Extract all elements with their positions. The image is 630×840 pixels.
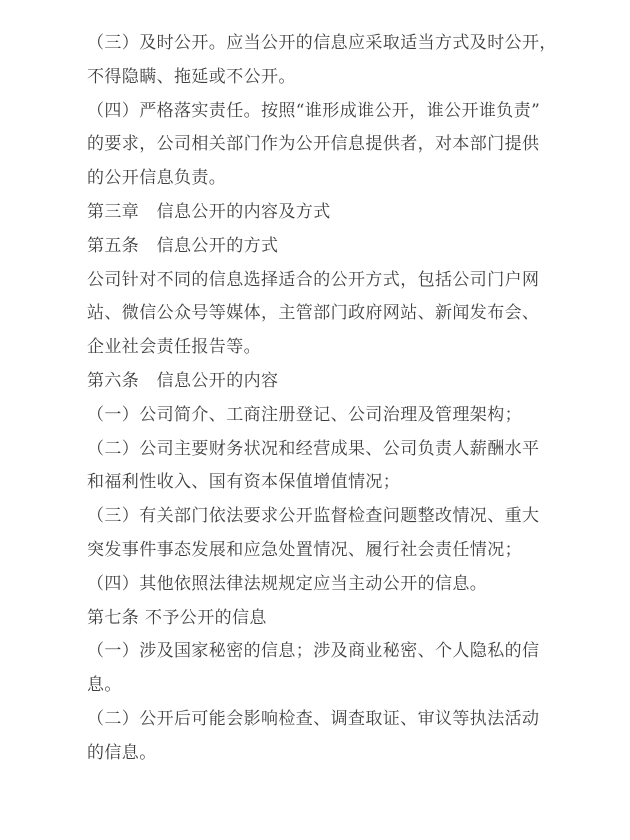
text-line: 息。 <box>87 675 122 696</box>
text-line: 第六条 信息公开的内容 <box>87 370 279 391</box>
text-line: 第三章 信息公开的内容及方式 <box>87 201 331 222</box>
text-line: 的要求，公司相关部门作为公开信息提供者，对本部门提供 <box>87 134 540 155</box>
document-body <box>87 27 557 771</box>
text-line: 第七条 不予公开的信息 <box>87 607 267 628</box>
text-line: （四）其他依照法律法规规定应当主动公开的信息。 <box>87 573 488 594</box>
text-line: （一）公司简介、工商注册登记、公司治理及管理架构； <box>87 404 522 425</box>
text-line: 企业社会责任报告等。 <box>87 337 261 358</box>
text-line: （二）公司主要财务状况和经营成果、公司负责人薪酬水平 <box>87 438 540 459</box>
text-line: 的信息。 <box>87 742 157 763</box>
text-line: 和福利性收入、国有资本保值增值情况； <box>87 472 401 493</box>
text-line: 第五条 信息公开的方式 <box>87 235 279 256</box>
text-line: （四）严格落实责任。按照“谁形成谁公开，谁公开谁负责” <box>87 100 541 121</box>
text-line: （一）涉及国家秘密的信息；涉及商业秘密、个人隐私的信 <box>87 641 540 662</box>
text-line: 公司针对不同的信息选择适合的公开方式，包括公司门户网 <box>87 269 540 290</box>
text-line: 不得隐瞒、拖延或不公开。 <box>87 66 296 87</box>
text-line: 站、微信公众号等媒体，主管部门政府网站、新闻发布会、 <box>87 303 540 324</box>
text-line: 的公开信息负责。 <box>87 168 227 189</box>
text-line: （二）公开后可能会影响检查、调查取证、审议等执法活动 <box>87 708 540 729</box>
text-line: （三）及时公开。应当公开的信息应采取适当方式及时公开， <box>87 33 557 53</box>
text-line: 突发事件事态发展和应急处置情况、履行社会责任情况； <box>87 539 522 560</box>
text-line: （三）有关部门依法要求公开监督检查问题整改情况、重大 <box>87 506 540 527</box>
